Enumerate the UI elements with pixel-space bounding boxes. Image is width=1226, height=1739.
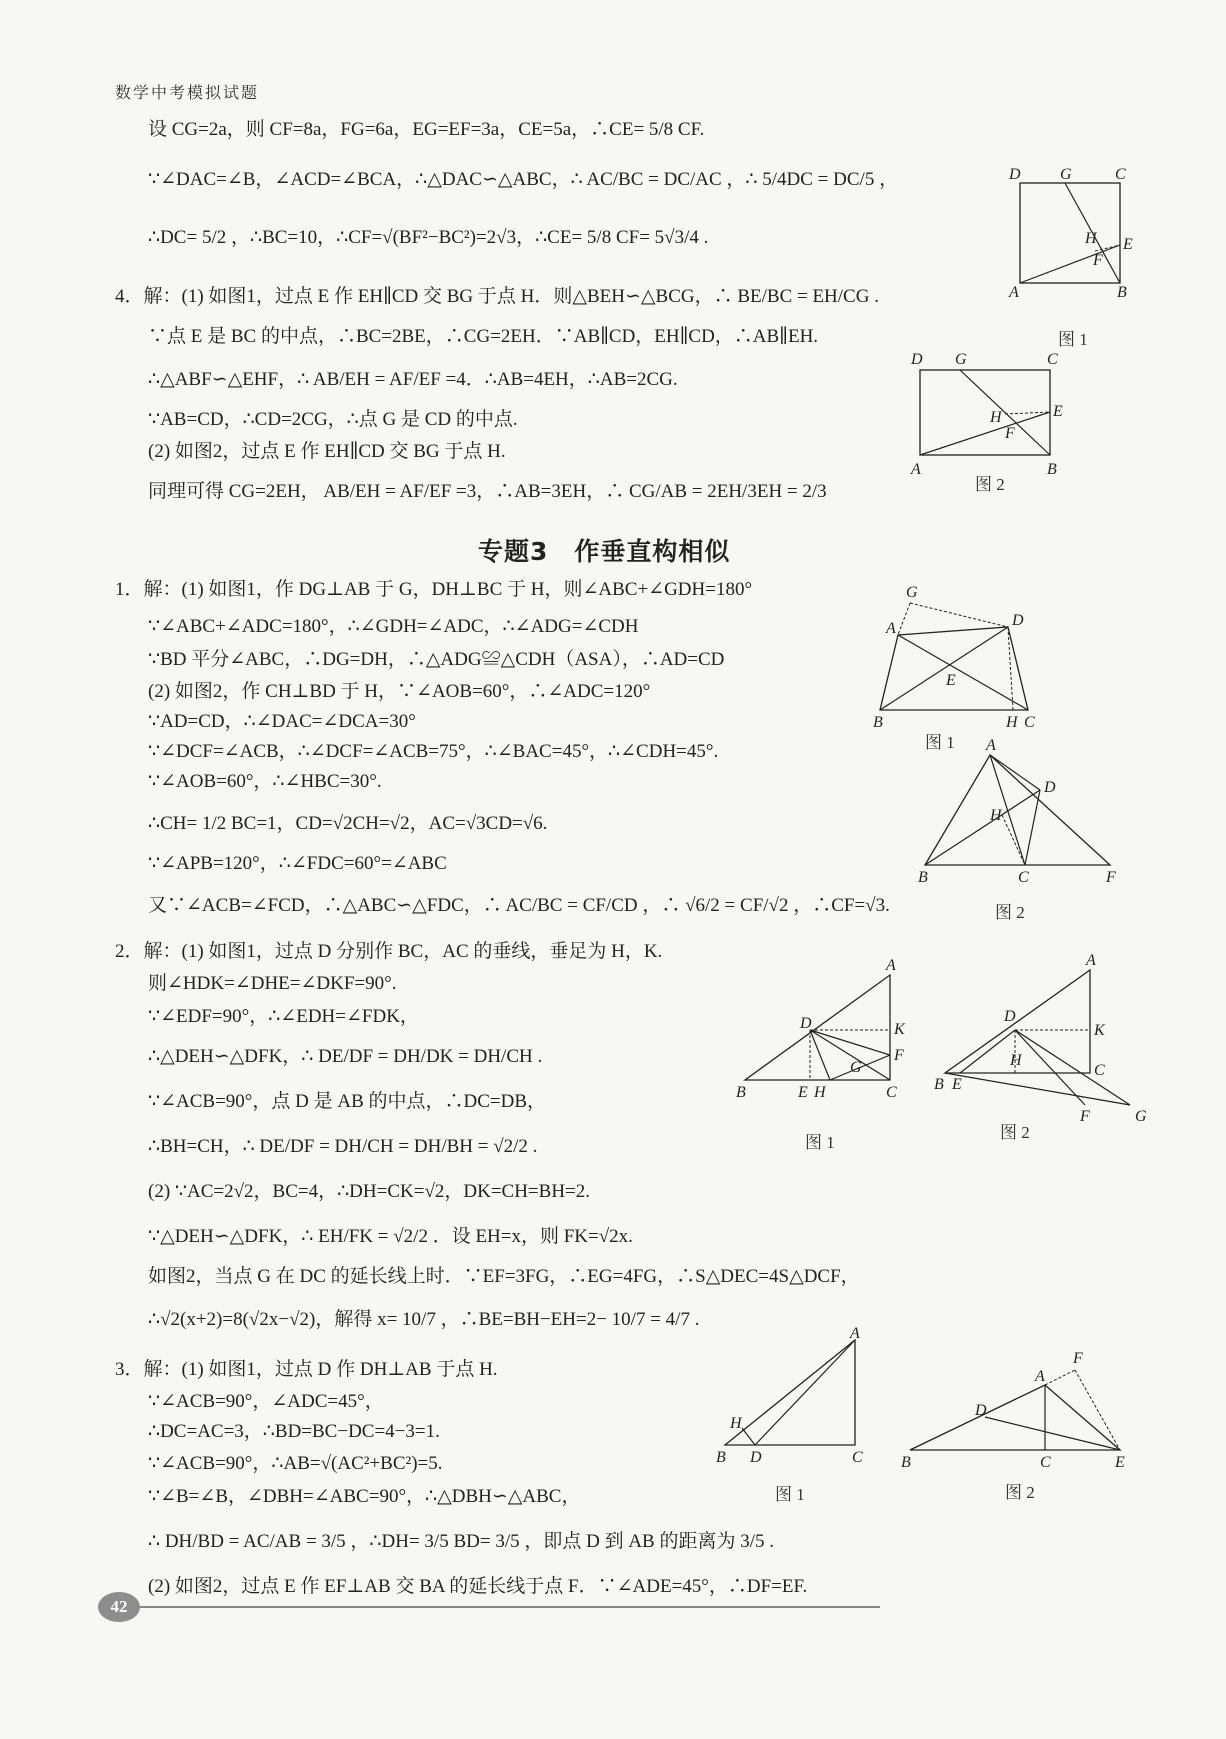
svg-text:D: D <box>1009 166 1021 183</box>
svg-text:G: G <box>955 351 967 368</box>
svg-text:A: A <box>886 620 896 637</box>
svg-text:C: C <box>1094 1062 1105 1079</box>
svg-text:C: C <box>852 1449 863 1466</box>
svg-text:F: F <box>894 1047 904 1064</box>
figure-label: 图 1 <box>775 1485 805 1504</box>
svg-text:G: G <box>1135 1108 1147 1125</box>
text-line: 1．解：(1) 如图1，作 DG⊥AB 于 G，DH⊥BC 于 H，则∠ABC+∠GDH=180° <box>115 579 753 600</box>
text-line: (2) 如图2，作 CH⊥BD 于 H，∵∠AOB=60°，∴∠ADC=120° <box>148 681 651 702</box>
svg-text:H: H <box>730 1415 742 1432</box>
svg-text:H: H <box>990 807 1002 824</box>
text-line: 则∠HDK=∠DHE=∠DKF=90°. <box>148 973 397 994</box>
figure-triangle-2 <box>910 737 1116 890</box>
text-line: ∵∠ACB=90°，∠ADC=45°， <box>148 1391 384 1412</box>
text-line: ∵∠ABC+∠ADC=180°，∴∠GDH=∠ADC，∴∠ADG=∠CDH <box>148 616 639 637</box>
svg-text:E: E <box>1115 1454 1125 1471</box>
text-line: ∵∠ACB=90°，点 D 是 AB 的中点，∴DC=DB， <box>148 1091 547 1112</box>
text-line: ∵∠DCF=∠ACB，∴∠DCF=∠ACB=75°，∴∠BAC=45°，∴∠CDH=45°. <box>148 741 719 762</box>
svg-text:C: C <box>1115 166 1126 183</box>
page-header: 数学中考模拟试题 <box>115 85 260 102</box>
svg-text:K: K <box>894 1021 905 1038</box>
svg-text:F: F <box>1080 1108 1090 1125</box>
figure-triangle-4 <box>895 1335 1145 1475</box>
figure-label: 图 2 <box>975 475 1005 494</box>
svg-text:A: A <box>986 737 996 754</box>
svg-text:G: G <box>850 1059 862 1076</box>
svg-text:A: A <box>1086 952 1096 969</box>
svg-text:A: A <box>1035 1368 1045 1385</box>
text-line: ∵∠B=∠B，∠DBH=∠ABC=90°，∴△DBH∽△ABC， <box>148 1486 581 1507</box>
svg-text:G: G <box>1060 166 1072 183</box>
svg-text:D: D <box>800 1015 812 1032</box>
figure-right-triangle-1 <box>730 957 910 1110</box>
svg-text:F: F <box>1106 869 1116 886</box>
svg-text:B: B <box>736 1084 746 1101</box>
figure-label: 图 2 <box>995 903 1025 922</box>
svg-text:D: D <box>911 351 923 368</box>
text-line: ∴DC= 5/2 ，∴BC=10，∴CF=√(BF²−BC²)=2√3，∴CE= 5/8 CF= 5√3/4 . <box>148 227 709 248</box>
svg-text:A: A <box>1009 284 1019 301</box>
svg-text:E: E <box>798 1084 808 1101</box>
svg-text:C: C <box>1018 869 1029 886</box>
text-line: ∵∠AOB=60°，∴∠HBC=30°. <box>148 771 382 792</box>
svg-text:D: D <box>1012 612 1024 629</box>
svg-text:F: F <box>1073 1350 1083 1367</box>
text-line: (2) ∵AC=2√2，BC=4，∴DH=CK=√2，DK=CH=BH=2. <box>148 1181 591 1202</box>
text-line: 4．解：(1) 如图1，过点 E 作 EH∥CD 交 BG 于点 H．则△BEH∽△BCG，∴ BE/BC = EH/CG . <box>115 286 879 307</box>
svg-text:F: F <box>1093 252 1103 269</box>
svg-text:E: E <box>1123 236 1133 253</box>
svg-text:D: D <box>1004 1008 1016 1025</box>
figure-label: 图 1 <box>1058 330 1088 349</box>
text-line: ∵∠ACB=90°，∴AB=√(AC²+BC²)=5. <box>148 1453 443 1474</box>
svg-text:D: D <box>750 1449 762 1466</box>
text-line: ∵△DEH∽△DFK，∴ EH/FK = √2/2 ．设 EH=x，则 FK=√2x. <box>148 1226 633 1247</box>
text-line: ∵点 E 是 BC 的中点，∴BC=2BE，∴CG=2EH．∵AB∥CD，EH∥CD，∴AB∥EH. <box>148 326 819 347</box>
svg-text:E: E <box>1053 403 1063 420</box>
text-line: ∵∠DAC=∠B，∠ACD=∠BCA，∴△DAC∽△ABC，∴ AC/BC = DC/AC ，∴ 5/4DC = DC/5 ， <box>148 169 899 190</box>
svg-text:A: A <box>886 957 896 974</box>
text-line: ∵AD=CD，∴∠DAC=∠DCA=30° <box>148 711 416 732</box>
svg-text:B: B <box>934 1076 944 1093</box>
text-line: 3．解：(1) 如图1，过点 D 作 DH⊥AB 于点 H. <box>115 1359 498 1380</box>
page-number-badge: 42 <box>98 1592 140 1622</box>
svg-text:C: C <box>1024 714 1035 731</box>
text-line: 设 CG=2a，则 CF=8a，FG=6a，EG=EF=3a，CE=5a，∴CE= 5/8 CF. <box>148 119 705 140</box>
text-line: ∵∠EDF=90°，∴∠EDH=∠FDK， <box>148 1006 419 1027</box>
svg-text:D: D <box>1044 779 1056 796</box>
footer-rule <box>140 1606 880 1608</box>
text-line: ∴√2(x+2)=8(√2x−√2)，解得 x= 10/7 ，∴BE=BH−EH=2− 10/7 = 4/7 . <box>148 1309 700 1330</box>
svg-text:D: D <box>975 1402 987 1419</box>
text-line: ∵AB=CD，∴CD=2CG，∴点 G 是 CD 的中点. <box>148 409 518 430</box>
text-line: ∵BD 平分∠ABC，∴DG=DH，∴△ADG≌△CDH（ASA），∴AD=CD <box>148 649 725 670</box>
text-line: 同理可得 CG=2EH， AB/EH = AF/EF =3，∴AB=3EH，∴ CG/AB = 2EH/3EH = 2/3 <box>148 481 827 502</box>
svg-text:C: C <box>1040 1454 1051 1471</box>
svg-text:H: H <box>1085 230 1097 247</box>
svg-text:B: B <box>918 869 928 886</box>
text-line: ∴ DH/BD = AC/AB = 3/5 ，∴DH= 3/5 BD= 3/5 ，即点 D 到 AB 的距离为 3/5 . <box>148 1531 774 1552</box>
text-line: ∴DC=AC=3，∴BD=BC−DC=4−3=1. <box>148 1421 440 1442</box>
svg-text:B: B <box>1047 461 1057 478</box>
text-line: ∴△DEH∽△DFK，∴ DE/DF = DH/DK = DH/CH . <box>148 1046 543 1067</box>
text-line: 2．解：(1) 如图1，过点 D 分别作 BC，AC 的垂线，垂足为 H，K. <box>115 941 663 962</box>
figure-quadrilateral-1 <box>868 585 1038 735</box>
svg-text:C: C <box>886 1084 897 1101</box>
svg-text:H: H <box>814 1084 826 1101</box>
svg-text:B: B <box>873 714 883 731</box>
svg-text:B: B <box>901 1454 911 1471</box>
text-line: ∴CH= 1/2 BC=1，CD=√2CH=√2，AC=√3CD=√6. <box>148 813 548 834</box>
text-line: 又∵∠ACB=∠FCD，∴△ABC∽△FDC，∴ AC/BC = CF/CD ，∴ √6/2 = CF/√2 ，∴CF=√3. <box>148 895 890 916</box>
svg-text:A: A <box>850 1325 860 1342</box>
text-line: (2) 如图2，过点 E 作 EH∥CD 交 BG 于点 H. <box>148 441 506 462</box>
svg-text:B: B <box>1117 284 1127 301</box>
svg-text:C: C <box>1047 351 1058 368</box>
figure-rectangle-2 <box>905 350 1080 478</box>
svg-text:H: H <box>1010 1052 1022 1069</box>
figure-square-1 <box>1005 165 1135 300</box>
figure-label: 图 2 <box>1000 1123 1030 1142</box>
svg-text:H: H <box>990 409 1002 426</box>
text-line: ∴△ABF∽△EHF，∴ AB/EH = AF/EF =4．∴AB=4EH，∴AB=2CG. <box>148 369 678 390</box>
svg-text:A: A <box>911 461 921 478</box>
figure-label: 图 1 <box>925 733 955 752</box>
figure-label: 图 2 <box>1005 1483 1035 1502</box>
svg-text:E: E <box>946 672 956 689</box>
figure-right-triangle-2 <box>930 952 1160 1130</box>
text-line: ∴BH=CH，∴ DE/DF = DH/CH = DH/BH = √2/2 . <box>148 1136 538 1157</box>
figure-label: 图 1 <box>805 1133 835 1152</box>
svg-text:H: H <box>1006 714 1018 731</box>
text-line: (2) 如图2，过点 E 作 EF⊥AB 交 BA 的延长线于点 F．∵∠ADE=45°，∴DF=EF. <box>148 1576 808 1597</box>
svg-text:E: E <box>952 1076 962 1093</box>
svg-text:K: K <box>1094 1022 1105 1039</box>
text-line: ∵∠APB=120°，∴∠FDC=60°=∠ABC <box>148 853 447 874</box>
figure-right-triangle-3 <box>710 1325 880 1470</box>
svg-text:G: G <box>906 584 918 601</box>
svg-text:B: B <box>716 1449 726 1466</box>
svg-text:F: F <box>1005 425 1015 442</box>
text-line: 如图2，当点 G 在 DC 的延长线上时．∵EF=3FG，∴EG=4FG，∴S△DEC=4S△DCF， <box>148 1266 860 1287</box>
section-title: 专题3 作垂直构相似 <box>478 537 731 566</box>
